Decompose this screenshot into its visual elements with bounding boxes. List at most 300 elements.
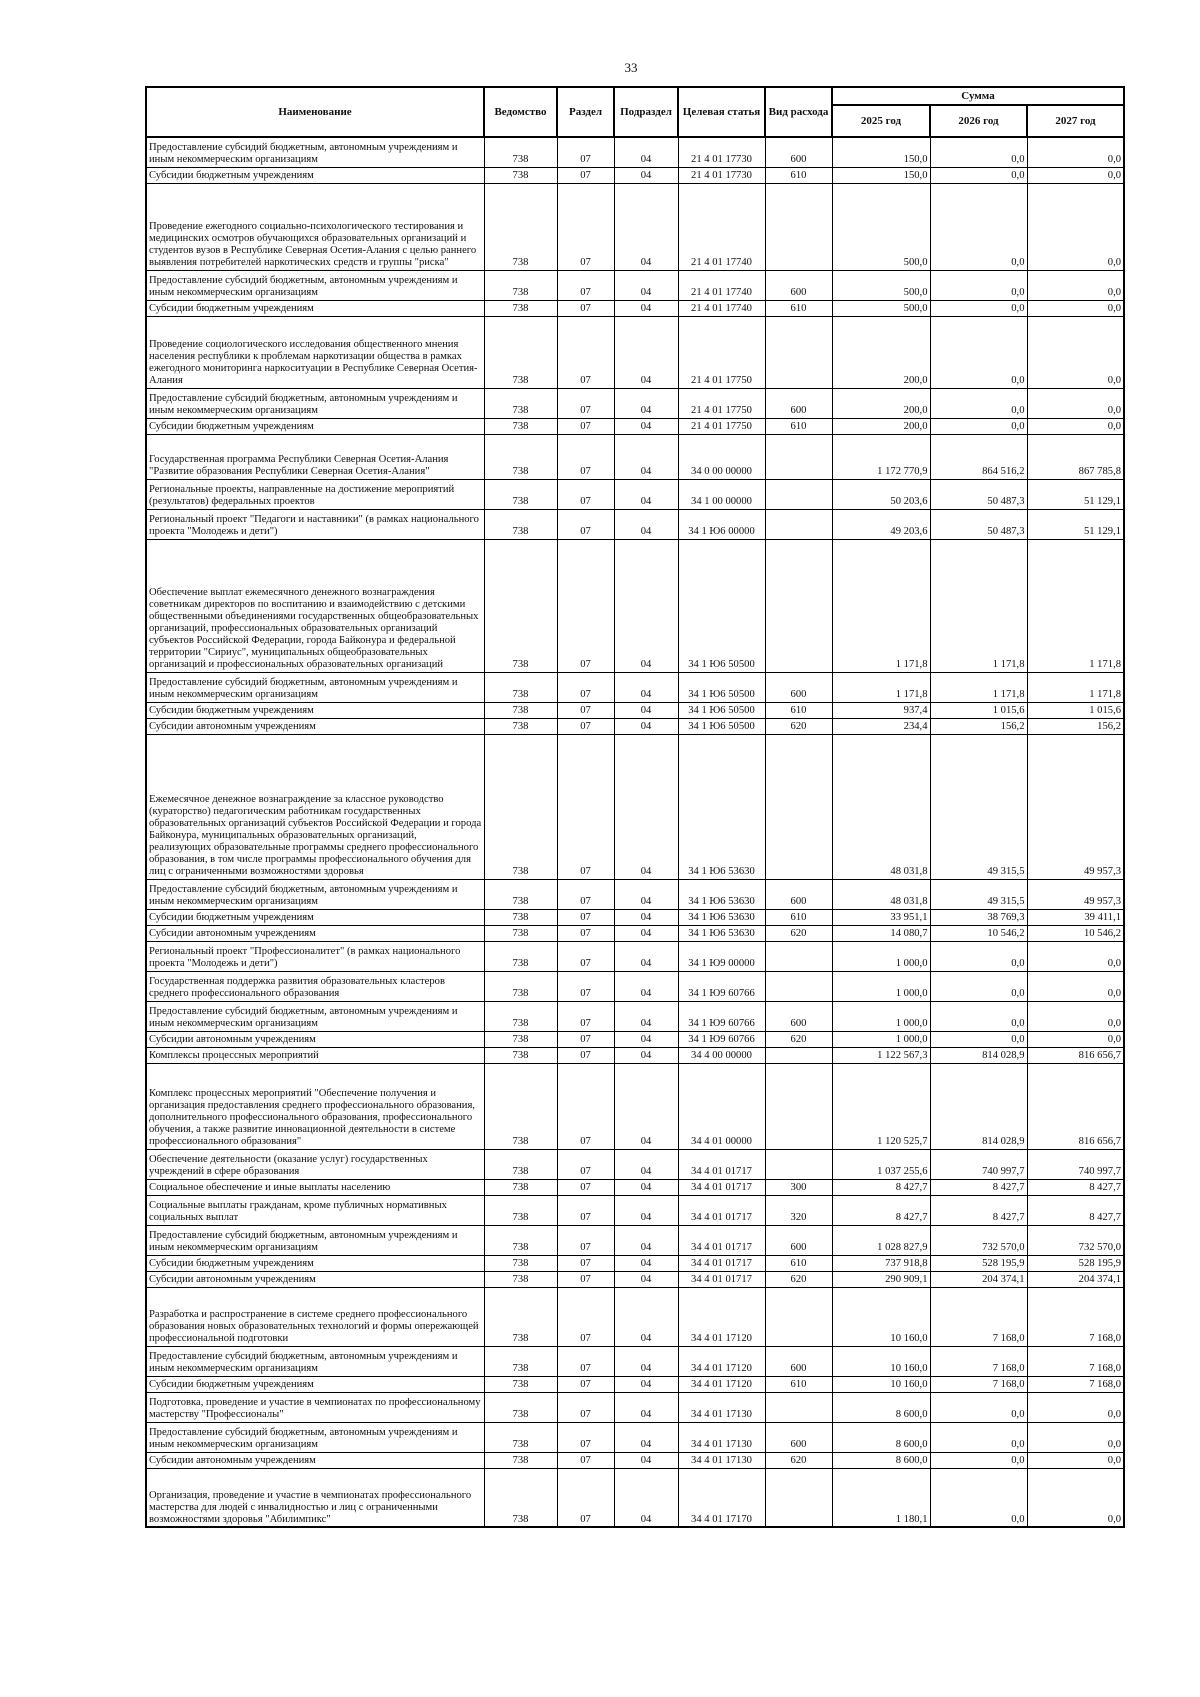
cell-sum-2027: 0,0 bbox=[1027, 418, 1124, 434]
cell-sum-2026: 50 487,3 bbox=[930, 479, 1027, 509]
cell-vid-rashoda: 620 bbox=[765, 1452, 832, 1468]
cell-sum-2027: 816 656,7 bbox=[1027, 1063, 1124, 1149]
cell-name: Государственная поддержка развития образовательных кластеров среднего профессионального образования bbox=[146, 971, 484, 1001]
cell-sum-2026: 0,0 bbox=[930, 941, 1027, 971]
budget-table bbox=[145, 86, 1125, 1528]
cell-razdel: 07 bbox=[557, 509, 614, 539]
cell-podrazdel: 04 bbox=[614, 270, 678, 300]
cell-podrazdel: 04 bbox=[614, 183, 678, 270]
cell-razdel: 07 bbox=[557, 1468, 614, 1527]
table-row bbox=[146, 1047, 1124, 1063]
cell-vid-rashoda bbox=[765, 1047, 832, 1063]
cell-sum-2027: 51 129,1 bbox=[1027, 509, 1124, 539]
cell-podrazdel: 04 bbox=[614, 925, 678, 941]
cell-sum-2027: 0,0 bbox=[1027, 1452, 1124, 1468]
cell-sum-2025: 1 171,8 bbox=[832, 539, 930, 672]
cell-podrazdel: 04 bbox=[614, 702, 678, 718]
cell-sum-2025: 234,4 bbox=[832, 718, 930, 734]
cell-sum-2027: 7 168,0 bbox=[1027, 1287, 1124, 1346]
cell-vedomstvo: 738 bbox=[484, 388, 557, 418]
cell-razdel: 07 bbox=[557, 1001, 614, 1031]
cell-name: Предоставление субсидий бюджетным, автономным учреждениям и иным некоммерческим организациям bbox=[146, 388, 484, 418]
cell-sum-2026: 0,0 bbox=[930, 137, 1027, 167]
cell-sum-2027: 8 427,7 bbox=[1027, 1179, 1124, 1195]
cell-sum-2026: 8 427,7 bbox=[930, 1195, 1027, 1225]
table-body bbox=[146, 137, 1124, 1527]
cell-razdel: 07 bbox=[557, 539, 614, 672]
cell-vid-rashoda bbox=[765, 434, 832, 479]
cell-razdel: 07 bbox=[557, 1149, 614, 1179]
cell-podrazdel: 04 bbox=[614, 1001, 678, 1031]
cell-sum-2025: 33 951,1 bbox=[832, 909, 930, 925]
cell-podrazdel: 04 bbox=[614, 1149, 678, 1179]
table-row bbox=[146, 167, 1124, 183]
cell-name: Субсидии автономным учреждениям bbox=[146, 925, 484, 941]
cell-vid-rashoda: 600 bbox=[765, 1346, 832, 1376]
cell-celevaya-statya: 34 1 Ю6 50500 bbox=[678, 702, 765, 718]
cell-vedomstvo: 738 bbox=[484, 971, 557, 1001]
cell-vedomstvo: 738 bbox=[484, 1392, 557, 1422]
cell-celevaya-statya: 34 1 Ю6 50500 bbox=[678, 539, 765, 672]
cell-vid-rashoda: 600 bbox=[765, 672, 832, 702]
cell-celevaya-statya: 34 4 01 17120 bbox=[678, 1287, 765, 1346]
cell-podrazdel: 04 bbox=[614, 734, 678, 879]
table-row bbox=[146, 702, 1124, 718]
cell-razdel: 07 bbox=[557, 941, 614, 971]
cell-vid-rashoda: 620 bbox=[765, 925, 832, 941]
cell-sum-2025: 48 031,8 bbox=[832, 879, 930, 909]
table-header bbox=[146, 87, 1124, 137]
cell-name: Ежемесячное денежное вознаграждение за классное руководство (кураторство) педагогическим работникам государственных образовательных организаций субъектов Российской Федерации и города Байконура, муниципальных образовательных организаций, реализующих образовательные программы среднего профессионального образования, в том числе программы профессионального обучения для лиц с ограниченными возможностями здоровья bbox=[146, 734, 484, 879]
cell-podrazdel: 04 bbox=[614, 1255, 678, 1271]
table-row bbox=[146, 941, 1124, 971]
table-row bbox=[146, 270, 1124, 300]
cell-razdel: 07 bbox=[557, 672, 614, 702]
cell-razdel: 07 bbox=[557, 1195, 614, 1225]
cell-razdel: 07 bbox=[557, 167, 614, 183]
cell-razdel: 07 bbox=[557, 1063, 614, 1149]
cell-name: Социальные выплаты гражданам, кроме публичных нормативных социальных выплат bbox=[146, 1195, 484, 1225]
table-row bbox=[146, 925, 1124, 941]
cell-sum-2026: 50 487,3 bbox=[930, 509, 1027, 539]
cell-name: Региональные проекты, направленные на достижение мероприятий (результатов) федеральных проектов bbox=[146, 479, 484, 509]
cell-vedomstvo: 738 bbox=[484, 1376, 557, 1392]
cell-name: Субсидии бюджетным учреждениям bbox=[146, 1255, 484, 1271]
cell-sum-2026: 740 997,7 bbox=[930, 1149, 1027, 1179]
cell-razdel: 07 bbox=[557, 971, 614, 1001]
cell-sum-2025: 500,0 bbox=[832, 300, 930, 316]
cell-sum-2025: 1 122 567,3 bbox=[832, 1047, 930, 1063]
cell-podrazdel: 04 bbox=[614, 1452, 678, 1468]
cell-celevaya-statya: 34 1 Ю6 53630 bbox=[678, 925, 765, 941]
table-row bbox=[146, 718, 1124, 734]
header-summa: Сумма bbox=[832, 87, 1124, 105]
table-row bbox=[146, 418, 1124, 434]
cell-celevaya-statya: 34 1 00 00000 bbox=[678, 479, 765, 509]
cell-sum-2025: 50 203,6 bbox=[832, 479, 930, 509]
header-year-2026: 2026 год bbox=[930, 105, 1027, 137]
table-row bbox=[146, 909, 1124, 925]
cell-razdel: 07 bbox=[557, 1422, 614, 1452]
cell-vedomstvo: 738 bbox=[484, 137, 557, 167]
cell-sum-2027: 8 427,7 bbox=[1027, 1195, 1124, 1225]
cell-podrazdel: 04 bbox=[614, 909, 678, 925]
cell-vedomstvo: 738 bbox=[484, 925, 557, 941]
cell-razdel: 07 bbox=[557, 418, 614, 434]
cell-vedomstvo: 738 bbox=[484, 1271, 557, 1287]
cell-sum-2027: 732 570,0 bbox=[1027, 1225, 1124, 1255]
cell-podrazdel: 04 bbox=[614, 316, 678, 388]
cell-sum-2025: 150,0 bbox=[832, 137, 930, 167]
cell-sum-2026: 0,0 bbox=[930, 1422, 1027, 1452]
cell-sum-2025: 1 171,8 bbox=[832, 672, 930, 702]
cell-celevaya-statya: 34 1 Ю9 00000 bbox=[678, 941, 765, 971]
cell-celevaya-statya: 21 4 01 17750 bbox=[678, 418, 765, 434]
cell-sum-2026: 38 769,3 bbox=[930, 909, 1027, 925]
cell-vedomstvo: 738 bbox=[484, 1452, 557, 1468]
cell-vedomstvo: 738 bbox=[484, 300, 557, 316]
cell-vedomstvo: 738 bbox=[484, 1255, 557, 1271]
header-razdel: Раздел bbox=[557, 87, 614, 137]
cell-razdel: 07 bbox=[557, 1392, 614, 1422]
cell-podrazdel: 04 bbox=[614, 1376, 678, 1392]
cell-sum-2027: 0,0 bbox=[1027, 1392, 1124, 1422]
cell-vedomstvo: 738 bbox=[484, 1468, 557, 1527]
cell-vid-rashoda bbox=[765, 316, 832, 388]
table-row bbox=[146, 434, 1124, 479]
cell-sum-2026: 10 546,2 bbox=[930, 925, 1027, 941]
cell-name: Государственная программа Республики Северная Осетия-Алания "Развитие образования Республики Северная Осетия-Алания" bbox=[146, 434, 484, 479]
cell-vedomstvo: 738 bbox=[484, 434, 557, 479]
cell-sum-2025: 14 080,7 bbox=[832, 925, 930, 941]
cell-celevaya-statya: 34 1 Ю6 53630 bbox=[678, 909, 765, 925]
cell-vid-rashoda bbox=[765, 1149, 832, 1179]
cell-razdel: 07 bbox=[557, 479, 614, 509]
cell-vid-rashoda: 600 bbox=[765, 388, 832, 418]
cell-name: Разработка и распространение в системе среднего профессионального образования новых образовательных технологий и формы опережающей профессиональной подготовки bbox=[146, 1287, 484, 1346]
cell-razdel: 07 bbox=[557, 925, 614, 941]
table-row bbox=[146, 672, 1124, 702]
cell-name: Субсидии бюджетным учреждениям bbox=[146, 1376, 484, 1392]
cell-celevaya-statya: 34 4 00 00000 bbox=[678, 1047, 765, 1063]
header-year-2025: 2025 год bbox=[832, 105, 930, 137]
cell-celevaya-statya: 21 4 01 17730 bbox=[678, 167, 765, 183]
cell-sum-2025: 200,0 bbox=[832, 418, 930, 434]
cell-vedomstvo: 738 bbox=[484, 1195, 557, 1225]
cell-vid-rashoda: 320 bbox=[765, 1195, 832, 1225]
cell-celevaya-statya: 34 4 01 01717 bbox=[678, 1149, 765, 1179]
cell-podrazdel: 04 bbox=[614, 1271, 678, 1287]
cell-sum-2025: 1 000,0 bbox=[832, 941, 930, 971]
cell-razdel: 07 bbox=[557, 879, 614, 909]
cell-celevaya-statya: 34 4 01 17130 bbox=[678, 1452, 765, 1468]
cell-celevaya-statya: 34 1 Ю6 50500 bbox=[678, 672, 765, 702]
cell-vedomstvo: 738 bbox=[484, 941, 557, 971]
cell-razdel: 07 bbox=[557, 270, 614, 300]
cell-sum-2027: 528 195,9 bbox=[1027, 1255, 1124, 1271]
table-row bbox=[146, 1179, 1124, 1195]
cell-sum-2027: 51 129,1 bbox=[1027, 479, 1124, 509]
cell-name: Проведение ежегодного социально-психологического тестирования и медицинских осмотров обучающихся образовательных организаций и студентов вузов в Республике Северная Осетия-Алания с целью раннего выявления потребителей наркотических средств и группы "риска" bbox=[146, 183, 484, 270]
table-row bbox=[146, 1195, 1124, 1225]
cell-razdel: 07 bbox=[557, 137, 614, 167]
cell-sum-2026: 528 195,9 bbox=[930, 1255, 1027, 1271]
header-podrazdel: Подраздел bbox=[614, 87, 678, 137]
cell-podrazdel: 04 bbox=[614, 1195, 678, 1225]
cell-name: Субсидии бюджетным учреждениям bbox=[146, 418, 484, 434]
cell-podrazdel: 04 bbox=[614, 1031, 678, 1047]
cell-podrazdel: 04 bbox=[614, 1063, 678, 1149]
cell-sum-2027: 7 168,0 bbox=[1027, 1346, 1124, 1376]
cell-celevaya-statya: 34 4 01 01717 bbox=[678, 1255, 765, 1271]
cell-celevaya-statya: 34 4 01 17170 bbox=[678, 1468, 765, 1527]
table-row bbox=[146, 388, 1124, 418]
cell-celevaya-statya: 34 1 Ю9 60766 bbox=[678, 1031, 765, 1047]
cell-celevaya-statya: 21 4 01 17750 bbox=[678, 388, 765, 418]
cell-sum-2025: 290 909,1 bbox=[832, 1271, 930, 1287]
cell-vedomstvo: 738 bbox=[484, 1422, 557, 1452]
cell-celevaya-statya: 21 4 01 17730 bbox=[678, 137, 765, 167]
header-celevaya-statya: Целевая статья bbox=[678, 87, 765, 137]
cell-vedomstvo: 738 bbox=[484, 734, 557, 879]
cell-sum-2026: 814 028,9 bbox=[930, 1047, 1027, 1063]
cell-vid-rashoda: 600 bbox=[765, 879, 832, 909]
cell-sum-2026: 49 315,5 bbox=[930, 734, 1027, 879]
cell-celevaya-statya: 34 1 Ю6 50500 bbox=[678, 718, 765, 734]
cell-name: Региональный проект "Педагоги и наставники" (в рамках национального проекта "Молодежь и дети") bbox=[146, 509, 484, 539]
cell-sum-2025: 737 918,8 bbox=[832, 1255, 930, 1271]
cell-sum-2025: 1 172 770,9 bbox=[832, 434, 930, 479]
cell-sum-2026: 1 171,8 bbox=[930, 539, 1027, 672]
cell-name: Предоставление субсидий бюджетным, автономным учреждениям и иным некоммерческим организациям bbox=[146, 1001, 484, 1031]
cell-sum-2026: 156,2 bbox=[930, 718, 1027, 734]
cell-sum-2025: 1 000,0 bbox=[832, 1001, 930, 1031]
cell-sum-2027: 0,0 bbox=[1027, 183, 1124, 270]
cell-vid-rashoda: 620 bbox=[765, 1271, 832, 1287]
cell-sum-2026: 864 516,2 bbox=[930, 434, 1027, 479]
cell-sum-2026: 0,0 bbox=[930, 1468, 1027, 1527]
cell-sum-2027: 867 785,8 bbox=[1027, 434, 1124, 479]
cell-vedomstvo: 738 bbox=[484, 418, 557, 434]
cell-sum-2027: 49 957,3 bbox=[1027, 734, 1124, 879]
cell-sum-2027: 0,0 bbox=[1027, 388, 1124, 418]
table-row bbox=[146, 1287, 1124, 1346]
cell-sum-2025: 8 600,0 bbox=[832, 1422, 930, 1452]
table-row bbox=[146, 971, 1124, 1001]
cell-name: Предоставление субсидий бюджетным, автономным учреждениям и иным некоммерческим организациям bbox=[146, 1225, 484, 1255]
cell-razdel: 07 bbox=[557, 300, 614, 316]
cell-razdel: 07 bbox=[557, 388, 614, 418]
cell-sum-2027: 10 546,2 bbox=[1027, 925, 1124, 941]
cell-vedomstvo: 738 bbox=[484, 1225, 557, 1255]
cell-vid-rashoda: 620 bbox=[765, 718, 832, 734]
cell-podrazdel: 04 bbox=[614, 718, 678, 734]
cell-sum-2025: 200,0 bbox=[832, 316, 930, 388]
cell-podrazdel: 04 bbox=[614, 388, 678, 418]
cell-razdel: 07 bbox=[557, 1031, 614, 1047]
header-name: Наименование bbox=[146, 87, 484, 137]
cell-sum-2025: 8 427,7 bbox=[832, 1179, 930, 1195]
cell-name: Комплексы процессных мероприятий bbox=[146, 1047, 484, 1063]
table-row bbox=[146, 879, 1124, 909]
cell-vid-rashoda: 600 bbox=[765, 1225, 832, 1255]
table-row bbox=[146, 1452, 1124, 1468]
table-row bbox=[146, 1225, 1124, 1255]
cell-name: Субсидии автономным учреждениям bbox=[146, 1271, 484, 1287]
cell-celevaya-statya: 34 1 Ю9 60766 bbox=[678, 971, 765, 1001]
cell-sum-2027: 1 015,6 bbox=[1027, 702, 1124, 718]
cell-name: Предоставление субсидий бюджетным, автономным учреждениям и иным некоммерческим организациям bbox=[146, 672, 484, 702]
cell-name: Предоставление субсидий бюджетным, автономным учреждениям и иным некоммерческим организациям bbox=[146, 879, 484, 909]
cell-podrazdel: 04 bbox=[614, 1047, 678, 1063]
cell-sum-2027: 0,0 bbox=[1027, 167, 1124, 183]
table-row bbox=[146, 316, 1124, 388]
cell-sum-2026: 0,0 bbox=[930, 971, 1027, 1001]
cell-sum-2027: 0,0 bbox=[1027, 270, 1124, 300]
cell-sum-2025: 49 203,6 bbox=[832, 509, 930, 539]
cell-vid-rashoda bbox=[765, 1063, 832, 1149]
cell-name: Комплекс процессных мероприятий "Обеспечение получения и организация предоставления среднего профессионального образования, дополнительного профессионального образования, профессионального обучения, а также развитие инновационной деятельности в системе профессионального образования" bbox=[146, 1063, 484, 1149]
cell-sum-2025: 1 120 525,7 bbox=[832, 1063, 930, 1149]
cell-sum-2026: 7 168,0 bbox=[930, 1287, 1027, 1346]
cell-vid-rashoda bbox=[765, 539, 832, 672]
header-vedomstvo: Ведомство bbox=[484, 87, 557, 137]
cell-vedomstvo: 738 bbox=[484, 183, 557, 270]
cell-name: Субсидии бюджетным учреждениям bbox=[146, 300, 484, 316]
cell-sum-2027: 0,0 bbox=[1027, 1422, 1124, 1452]
cell-sum-2025: 8 600,0 bbox=[832, 1392, 930, 1422]
cell-razdel: 07 bbox=[557, 734, 614, 879]
cell-sum-2026: 0,0 bbox=[930, 1031, 1027, 1047]
cell-sum-2025: 200,0 bbox=[832, 388, 930, 418]
cell-celevaya-statya: 34 1 Ю6 53630 bbox=[678, 734, 765, 879]
cell-sum-2025: 937,4 bbox=[832, 702, 930, 718]
cell-vid-rashoda bbox=[765, 1468, 832, 1527]
page-number: 33 bbox=[624, 60, 638, 75]
cell-vedomstvo: 738 bbox=[484, 167, 557, 183]
table-row bbox=[146, 1063, 1124, 1149]
cell-razdel: 07 bbox=[557, 434, 614, 479]
cell-sum-2026: 0,0 bbox=[930, 418, 1027, 434]
cell-razdel: 07 bbox=[557, 183, 614, 270]
cell-vedomstvo: 738 bbox=[484, 539, 557, 672]
cell-razdel: 07 bbox=[557, 702, 614, 718]
cell-sum-2026: 1 015,6 bbox=[930, 702, 1027, 718]
cell-name: Субсидии автономным учреждениям bbox=[146, 718, 484, 734]
cell-sum-2027: 0,0 bbox=[1027, 1031, 1124, 1047]
cell-vid-rashoda bbox=[765, 941, 832, 971]
table-row bbox=[146, 1271, 1124, 1287]
cell-sum-2027: 156,2 bbox=[1027, 718, 1124, 734]
cell-sum-2025: 10 160,0 bbox=[832, 1287, 930, 1346]
cell-vid-rashoda: 300 bbox=[765, 1179, 832, 1195]
table-row bbox=[146, 300, 1124, 316]
cell-sum-2025: 150,0 bbox=[832, 167, 930, 183]
cell-sum-2027: 1 171,8 bbox=[1027, 672, 1124, 702]
cell-vid-rashoda: 600 bbox=[765, 1422, 832, 1452]
cell-sum-2026: 0,0 bbox=[930, 1001, 1027, 1031]
cell-name: Предоставление субсидий бюджетным, автономным учреждениям и иным некоммерческим организациям bbox=[146, 270, 484, 300]
cell-sum-2027: 816 656,7 bbox=[1027, 1047, 1124, 1063]
cell-sum-2025: 8 600,0 bbox=[832, 1452, 930, 1468]
cell-celevaya-statya: 34 4 01 17130 bbox=[678, 1392, 765, 1422]
cell-sum-2025: 48 031,8 bbox=[832, 734, 930, 879]
cell-razdel: 07 bbox=[557, 1179, 614, 1195]
cell-vid-rashoda: 610 bbox=[765, 1255, 832, 1271]
cell-celevaya-statya: 34 4 01 01717 bbox=[678, 1179, 765, 1195]
cell-sum-2025: 500,0 bbox=[832, 183, 930, 270]
table-row bbox=[146, 479, 1124, 509]
cell-vid-rashoda: 610 bbox=[765, 702, 832, 718]
cell-sum-2025: 10 160,0 bbox=[832, 1376, 930, 1392]
cell-sum-2026: 814 028,9 bbox=[930, 1063, 1027, 1149]
cell-vedomstvo: 738 bbox=[484, 879, 557, 909]
cell-sum-2027: 204 374,1 bbox=[1027, 1271, 1124, 1287]
table-row bbox=[146, 1376, 1124, 1392]
cell-celevaya-statya: 34 1 Ю9 60766 bbox=[678, 1001, 765, 1031]
cell-sum-2025: 1 000,0 bbox=[832, 1031, 930, 1047]
table-row bbox=[146, 1346, 1124, 1376]
cell-name: Подготовка, проведение и участие в чемпионатах по профессиональному мастерству "Профессионалы" bbox=[146, 1392, 484, 1422]
cell-sum-2027: 0,0 bbox=[1027, 137, 1124, 167]
cell-sum-2026: 49 315,5 bbox=[930, 879, 1027, 909]
cell-razdel: 07 bbox=[557, 1271, 614, 1287]
cell-vedomstvo: 738 bbox=[484, 479, 557, 509]
cell-podrazdel: 04 bbox=[614, 1225, 678, 1255]
table-row bbox=[146, 1392, 1124, 1422]
cell-celevaya-statya: 34 4 01 01717 bbox=[678, 1225, 765, 1255]
cell-vid-rashoda bbox=[765, 183, 832, 270]
table-row bbox=[146, 1255, 1124, 1271]
table-row bbox=[146, 539, 1124, 672]
cell-name: Субсидии бюджетным учреждениям bbox=[146, 167, 484, 183]
cell-name: Проведение социологического исследования общественного мнения населения республики к проблемам наркотизации общества в рамках ежегодного мониторинга наркоситуации в Республике Северная Осетия-Алания bbox=[146, 316, 484, 388]
table-row bbox=[146, 1031, 1124, 1047]
cell-podrazdel: 04 bbox=[614, 1287, 678, 1346]
cell-sum-2025: 500,0 bbox=[832, 270, 930, 300]
cell-sum-2025: 1 180,1 bbox=[832, 1468, 930, 1527]
cell-podrazdel: 04 bbox=[614, 300, 678, 316]
cell-vid-rashoda bbox=[765, 509, 832, 539]
cell-vid-rashoda: 610 bbox=[765, 909, 832, 925]
cell-podrazdel: 04 bbox=[614, 434, 678, 479]
cell-razdel: 07 bbox=[557, 1047, 614, 1063]
cell-sum-2027: 0,0 bbox=[1027, 971, 1124, 1001]
cell-razdel: 07 bbox=[557, 909, 614, 925]
cell-vedomstvo: 738 bbox=[484, 1179, 557, 1195]
cell-vedomstvo: 738 bbox=[484, 316, 557, 388]
cell-vid-rashoda bbox=[765, 734, 832, 879]
cell-vedomstvo: 738 bbox=[484, 718, 557, 734]
cell-name: Предоставление субсидий бюджетным, автономным учреждениям и иным некоммерческим организациям bbox=[146, 1422, 484, 1452]
cell-podrazdel: 04 bbox=[614, 1179, 678, 1195]
table-row bbox=[146, 1468, 1124, 1527]
cell-sum-2025: 1 028 827,9 bbox=[832, 1225, 930, 1255]
table-row bbox=[146, 183, 1124, 270]
cell-vid-rashoda bbox=[765, 971, 832, 1001]
cell-podrazdel: 04 bbox=[614, 167, 678, 183]
cell-celevaya-statya: 34 4 01 17120 bbox=[678, 1376, 765, 1392]
cell-name: Субсидии бюджетным учреждениям bbox=[146, 909, 484, 925]
cell-name: Субсидии бюджетным учреждениям bbox=[146, 702, 484, 718]
cell-sum-2027: 0,0 bbox=[1027, 316, 1124, 388]
cell-sum-2026: 204 374,1 bbox=[930, 1271, 1027, 1287]
cell-podrazdel: 04 bbox=[614, 418, 678, 434]
cell-podrazdel: 04 bbox=[614, 137, 678, 167]
cell-sum-2026: 0,0 bbox=[930, 1452, 1027, 1468]
cell-name: Обеспечение выплат ежемесячного денежного вознаграждения советникам директоров по воспитанию и взаимодействию с детскими общественными объединениями государственных общеобразовательных организаций, профессиональных образовательных организаций субъектов Российской Федерации, города Байконура и федеральной территории "Сириус", муниципальных общеобразовательных организаций и профессиональных образовательных организаций bbox=[146, 539, 484, 672]
cell-sum-2026: 732 570,0 bbox=[930, 1225, 1027, 1255]
